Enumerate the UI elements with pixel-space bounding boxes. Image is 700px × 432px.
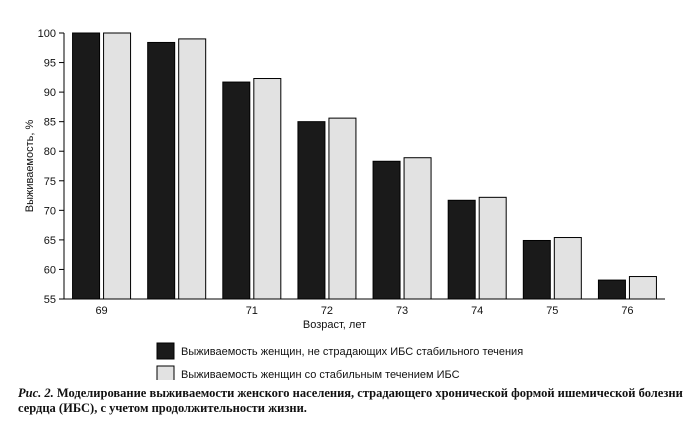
bar-73-series-2 [404,158,431,299]
y-tick-label: 65 [43,234,56,247]
x-tick-label: 74 [471,305,484,317]
bar-76-series-1 [598,280,625,299]
x-tick-label: 71 [245,305,258,317]
y-tick-label: 90 [43,87,56,100]
bar-70-series-1 [148,42,175,299]
legend-swatch-series-2 [157,366,174,380]
bar-72-series-2 [329,118,356,299]
caption-text: Моделирование выживаемости женского населения, страдающего хронической формой ишемической болезни сердца (ИБС), с учетом продолжительности жизни. [18,386,683,415]
x-axis-title: Возраст, лет [302,319,367,331]
figure-caption [18,386,683,416]
bar-74-series-2 [479,197,506,299]
y-tick-label: 60 [43,264,56,277]
y-axis [38,28,64,306]
bar-71-series-2 [254,79,281,299]
y-tick-label: 70 [43,205,56,218]
x-tick-label: 73 [395,305,409,317]
bar-75-series-2 [554,238,581,299]
legend [157,343,523,380]
legend-label-series-2: Выживаемость женщин со стабильным течением ИБС [181,369,460,380]
y-tick-label: 80 [43,146,56,159]
y-tick-label: 95 [43,57,56,70]
bar-70-series-2 [179,39,206,299]
y-tick-label: 85 [43,116,56,129]
x-tick-label: 76 [621,305,634,317]
bar-74-series-1 [448,200,475,299]
bar-76-series-2 [629,277,656,299]
bar-73-series-1 [373,161,400,299]
legend-label-series-1: Выживаемость женщин, не страдающих ИБС стабильного течения [181,346,524,358]
bars [73,33,657,299]
bar-69-series-1 [73,33,100,299]
x-tick-label: 75 [546,305,559,317]
caption-label: Рис. 2. [18,386,54,400]
bar-75-series-1 [523,240,550,299]
legend-swatch-series-1 [157,343,174,359]
y-axis-title: Выживаемость, % [24,119,36,213]
y-tick-label: 75 [43,175,56,188]
x-tick-label: 69 [95,305,108,317]
x-tick-label: 72 [320,305,334,317]
y-tick-label: 55 [43,294,56,306]
y-tick-label: 100 [37,28,56,40]
bar-72-series-1 [298,122,325,299]
bar-71-series-1 [223,82,250,299]
x-axis [64,299,665,317]
bar-69-series-2 [104,33,131,299]
